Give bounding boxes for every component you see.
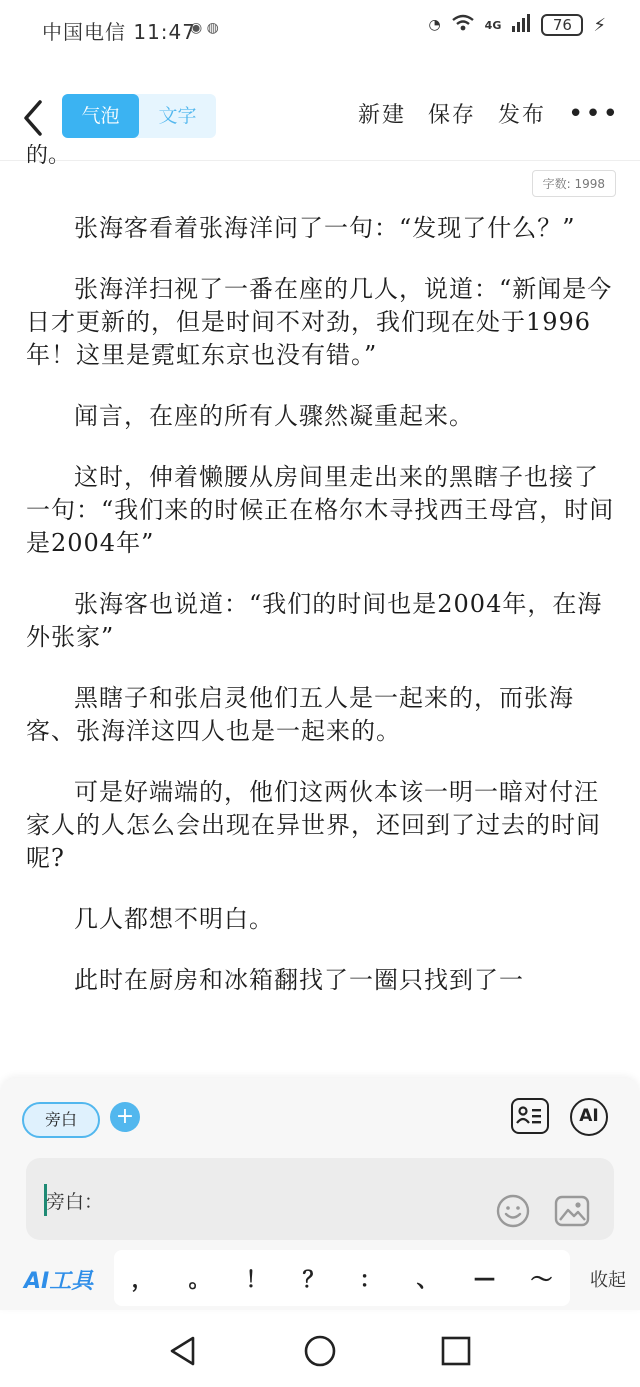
punct-enum-comma[interactable]: 、 [416, 1267, 439, 1293]
charging-icon: ⚡ [593, 14, 606, 36]
ai-assistant-button[interactable]: AI [570, 1098, 608, 1136]
paragraph[interactable]: 张海客看着张海洋问了一句：“发现了什么？” [74, 214, 576, 242]
system-nav-bar [0, 1318, 640, 1387]
punct-question[interactable]: ？ [302, 1267, 325, 1293]
clock: 11:47 [133, 20, 196, 44]
new-button[interactable]: 新建 [357, 103, 406, 128]
carrier-label: 中国电信 [42, 20, 126, 44]
role-card-icon[interactable] [511, 1098, 549, 1134]
paragraph[interactable]: 张海洋扫视了一番在座的几人，说道：“新闻是今日才更新的，但是时间不对劲，我们现在处于1996年！这里是霓虹东京也没有错。” [26, 275, 613, 369]
carrier-time [42, 16, 196, 45]
tab-text[interactable]: 文字 [158, 105, 197, 127]
punctuation-bar [114, 1250, 570, 1306]
paragraph[interactable]: 此时在厨房和冰箱翻找了一圈只找到了一 [74, 966, 524, 994]
nav-back-icon[interactable] [166, 1334, 200, 1368]
paragraph[interactable]: 闻言，在座的所有人骤然凝重起来。 [74, 402, 474, 430]
mode-toggle [62, 94, 216, 138]
punctuation-row [0, 1250, 640, 1306]
status-right [428, 14, 606, 36]
word-count: 字数: 1998 [532, 170, 616, 197]
network-label: 4G [484, 18, 502, 32]
paragraph[interactable]: 可是好端端的，他们这两伙本该一明一暗对付汪家人的人怎么会出现在异世界，还回到了过去的时间呢? [26, 778, 601, 872]
battery-level: 76 [552, 16, 572, 34]
wifi-icon [451, 14, 475, 36]
paragraph[interactable]: 几人都想不明白。 [74, 905, 274, 933]
message-input-box[interactable] [26, 1158, 614, 1240]
image-icon[interactable] [554, 1194, 588, 1228]
punct-tilde[interactable]: ～ [530, 1267, 553, 1293]
punct-period[interactable]: 。 [188, 1267, 211, 1293]
compose-panel [0, 1078, 640, 1310]
punct-colon[interactable]: ： [359, 1267, 382, 1293]
add-role-button[interactable]: + [110, 1102, 140, 1132]
more-icon[interactable]: ••• [567, 98, 620, 129]
ai-tools-button[interactable]: AI工具 [24, 1269, 94, 1294]
emoji-icon[interactable] [496, 1194, 530, 1228]
collapse-button[interactable]: 收起 [590, 1270, 626, 1291]
nav-home-icon[interactable] [303, 1334, 337, 1368]
paragraph[interactable]: 张海客也说道：“我们的时间也是2004年，在海外张家” [26, 590, 603, 651]
speed-icon: ◔ [428, 17, 441, 33]
tab-bubble[interactable]: 气泡 [62, 94, 139, 138]
punct-comma[interactable]: ， [131, 1267, 154, 1293]
status-bar [0, 0, 640, 60]
signal-icon [511, 14, 531, 36]
nav-recents-icon[interactable] [439, 1334, 473, 1368]
punct-exclamation[interactable]: ！ [245, 1267, 268, 1293]
editor-content[interactable] [26, 140, 616, 1075]
notification-icons: ◉ ◍ [190, 20, 219, 36]
save-button[interactable]: 保存 [427, 103, 476, 128]
publish-button[interactable]: 发布 [497, 103, 546, 128]
battery-icon [541, 14, 583, 36]
top-actions [358, 98, 620, 129]
role-chip-narrator[interactable]: 旁白 [22, 1102, 100, 1138]
paragraph-list [26, 212, 616, 997]
punct-dash[interactable]: — [473, 1265, 496, 1291]
back-button[interactable] [18, 98, 48, 138]
paragraph[interactable]: 这时，伸着懒腰从房间里走出来的黑瞎子也接了一句：“我们来的时候正在格尔木寻找西王母宫，时间是2004年” [26, 463, 615, 557]
chevron-left-icon [18, 98, 48, 138]
previous-text-tail: 的。 [26, 144, 71, 168]
top-bar [0, 88, 640, 148]
message-input[interactable] [44, 1182, 468, 1218]
paragraph[interactable]: 黑瞎子和张启灵他们五人是一起来的，而张海客、张海洋这四人也是一起来的。 [26, 684, 574, 745]
